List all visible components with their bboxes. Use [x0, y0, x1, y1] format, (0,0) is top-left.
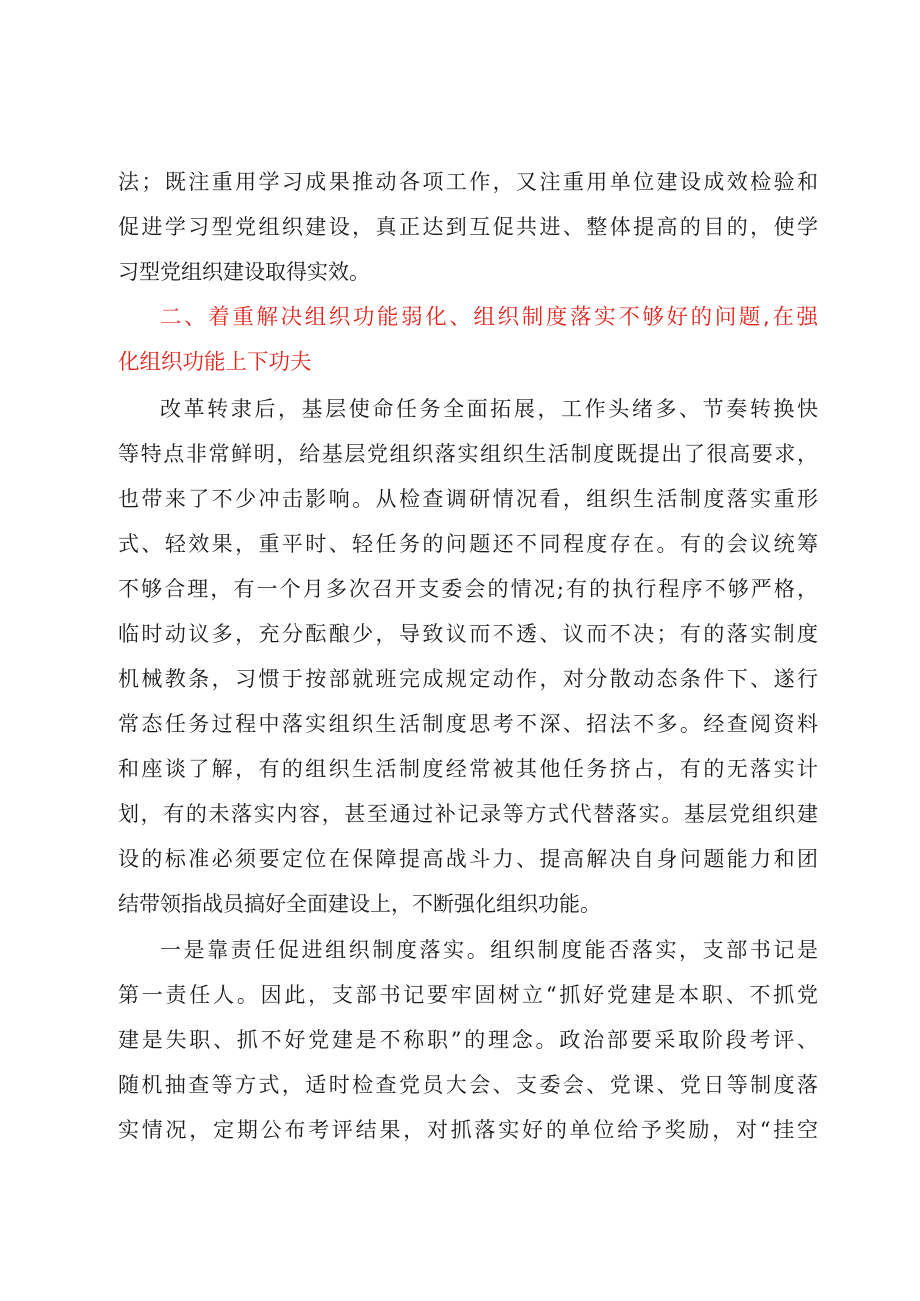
- paragraph1-line-9: 和座谈了解，有的组织生活制度经常被其他任务挤占，有的无落实计: [118, 757, 818, 781]
- paragraph2-line-3: 建是失职、抓不好党建是不称职”的理念。政治部要采取阶段考评、: [118, 1028, 818, 1052]
- paragraph1-line-10: 划，有的未落实内容，甚至通过补记录等方式代替落实。基层党组织建: [118, 802, 818, 826]
- paragraph1-line-12: 结带领指战员搞好全面建设上，不断强化组织功能。: [118, 892, 601, 916]
- section-heading-line-1: 二、着重解决组织功能弱化、组织制度落实不够好的问题,在强: [160, 305, 818, 330]
- paragraph1-line-6: 临时动议多，充分酝酿少，导致议而不透、议而不决；有的落实制度: [118, 622, 818, 646]
- paragraph1-line-8: 常态任务过程中落实组织生活制度思考不深、招法不多。经查阅资料: [118, 712, 818, 736]
- paragraph2-line-4: 随机抽查等方式，适时检查党员大会、支委会、党课、党日等制度落: [118, 1073, 818, 1097]
- paragraph1-line-7: 机械教条，习惯于按部就班完成规定动作，对分散动态条件下、遂行: [118, 667, 818, 691]
- paragraph1-line-4: 式、轻效果，重平时、轻任务的问题还不同程度存在。有的会议统筹: [118, 532, 818, 556]
- paragraph2-line-1: 一是靠责任促进组织制度落实。组织制度能否落实，支部书记是: [160, 938, 818, 962]
- paragraph2-line-5: 实情况，定期公布考评结果，对抓落实好的单位给予奖励，对“挂空: [118, 1118, 818, 1142]
- section-heading-line-2: 化组织功能上下功夫: [118, 350, 312, 375]
- paragraph1-line-1: 改革转隶后，基层使命任务全面拓展，工作头绪多、节奏转换快: [160, 397, 818, 421]
- intro-line-3: 习型党组织建设取得实效。: [118, 260, 370, 284]
- paragraph1-line-2: 等特点非常鲜明，给基层党组织落实组织生活制度既提出了很高要求，: [118, 442, 818, 466]
- paragraph1-line-3: 也带来了不少冲击影响。从检查调研情况看，组织生活制度落实重形: [118, 487, 818, 511]
- paragraph1-line-11: 设的标准必须要定位在保障提高战斗力、提高解决自身问题能力和团: [118, 847, 818, 871]
- paragraph1-line-5: 不够合理，有一个月多次召开支委会的情况;有的执行程序不够严格，: [118, 577, 818, 601]
- intro-line-1: 法；既注重用学习成果推动各项工作，又注重用单位建设成效检验和: [118, 170, 818, 194]
- paragraph2-line-2: 第一责任人。因此，支部书记要牢固树立“抓好党建是本职、不抓党: [118, 983, 818, 1007]
- intro-line-2: 促进学习型党组织建设，真正达到互促共进、整体提高的目的，使学: [118, 215, 818, 239]
